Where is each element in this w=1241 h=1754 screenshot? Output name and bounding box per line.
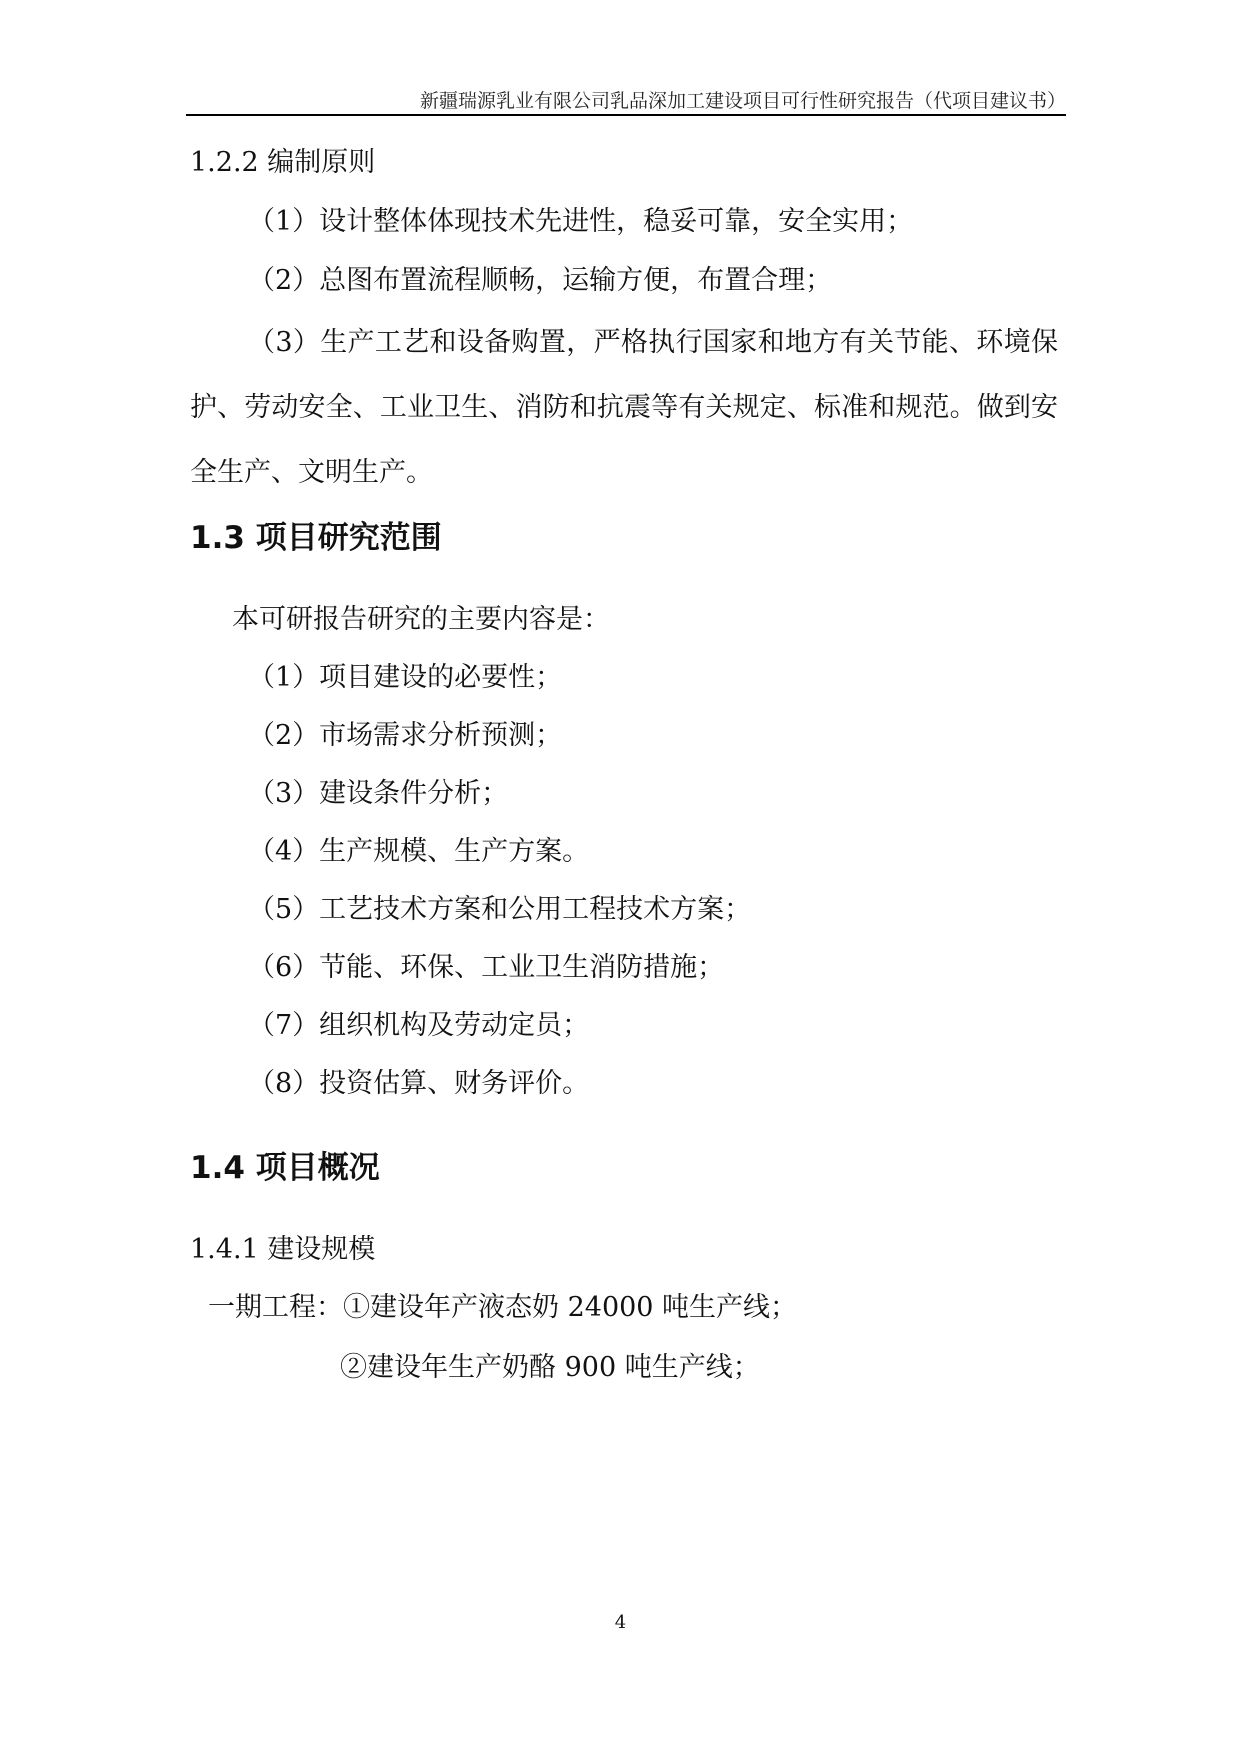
scope-intro: 本可研报告研究的主要内容是： xyxy=(232,604,610,635)
scope-item-2: （2）市场需求分析预测； xyxy=(248,720,563,751)
principle-item-2: （2）总图布置流程顺畅，运输方便，布置合理； xyxy=(248,265,833,296)
scope-item-7: （7）组织机构及劳动定员； xyxy=(248,1010,590,1041)
phase1-line-1: 一期工程：①建设年产液态奶 24000 吨生产线； xyxy=(208,1292,798,1323)
scope-item-8: （8）投资估算、财务评价。 xyxy=(248,1068,590,1099)
heading-1-2-2: 1.2.2 编制原则 xyxy=(190,147,376,178)
scope-item-4: （4）生产规模、生产方案。 xyxy=(248,836,590,867)
phase1-line-2: ②建设年生产奶酪 900 吨生产线； xyxy=(340,1352,760,1383)
header-divider xyxy=(186,114,1066,116)
principle-item-1: （1）设计整体体现技术先进性，稳妥可靠，安全实用； xyxy=(248,206,914,237)
heading-1-4: 1.4 项目概况 xyxy=(190,1150,380,1186)
heading-1-3: 1.3 项目研究范围 xyxy=(190,520,442,556)
page-number: 4 xyxy=(614,1612,627,1633)
heading-1-4-1: 1.4.1 建设规模 xyxy=(190,1234,376,1265)
principle-item-3: （3）生产工艺和设备购置，严格执行国家和地方有关节能、环境保护、劳动安全、工业卫生、消防和抗震等有关规定、标准和规范。做到安全生产、文明生产。 xyxy=(190,327,1058,488)
scope-item-3: （3）建设条件分析； xyxy=(248,778,509,809)
scope-item-5: （5）工艺技术方案和公用工程技术方案； xyxy=(248,894,752,925)
scope-item-6: （6）节能、环保、工业卫生消防措施； xyxy=(248,952,725,983)
scope-item-1: （1）项目建设的必要性； xyxy=(248,662,563,693)
running-header: 新疆瑞源乳业有限公司乳品深加工建设项目可行性研究报告（代项目建议书） xyxy=(419,90,1066,112)
